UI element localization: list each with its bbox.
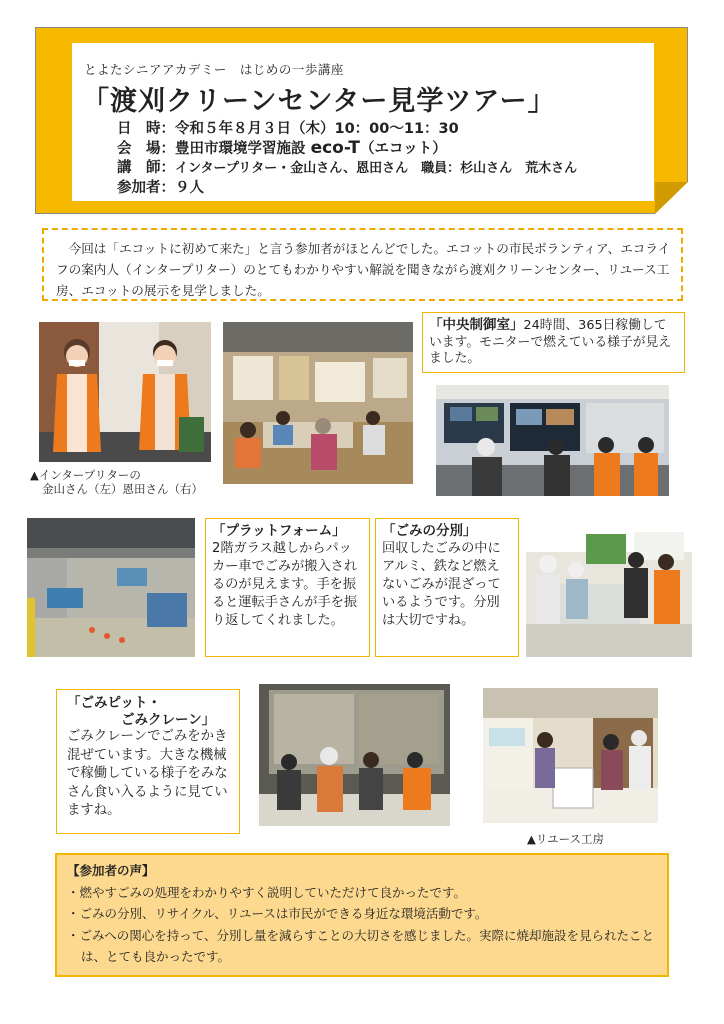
photo-interpreters — [39, 322, 211, 462]
callout-pit — [56, 689, 240, 834]
callout-control-room — [422, 312, 685, 373]
intro-text: 今回は「エコットに初めて来た」と言う参加者がほとんどでした。エコットの市民ボランティア、エコライフの案内人（インタープリター）のとてもわかりやすい解説を聞きながら渡刈クリーンセンター、リユース工房、エコットの展示を見学しました。 — [42, 228, 683, 301]
voices-title: 【参加者の声】 — [67, 863, 155, 878]
control-room-text: 24時間、365日稼働しています。モニターで燃えている様子が見えました。 — [429, 318, 672, 366]
platform-heading: 「プラットフォーム」 — [212, 523, 346, 539]
callout-platform — [205, 518, 370, 657]
caption-interpreters — [30, 468, 203, 496]
page-curl — [655, 182, 688, 214]
voice-item: ・ごみへの関心を持って、分別し量を減らすことの大切さを感じました。実際に焼却施設を見られたことは、とても良かったです。 — [67, 927, 655, 964]
meta-lecturer-label: 講 師： — [117, 160, 175, 176]
meta-count-value: ９人 — [175, 180, 204, 196]
meta-venue-reading: （エコット） — [360, 141, 447, 157]
photo-exhibit-hall — [223, 322, 413, 484]
control-room-heading: 「中央制御室」 — [429, 317, 524, 333]
meta-date — [117, 117, 459, 138]
academy-name: とよたシニアアカデミー はじめの一歩講座 — [84, 62, 344, 77]
photo-platform — [27, 518, 195, 657]
meta-lecturer-value: インタープリター・金山さん、恩田さん 職員：杉山さん 荒木さん — [175, 161, 578, 176]
pit-text: ごみクレーンでごみをかき混ぜています。大きな機械で稼働している様子をみなさん食い入るように見ていますね。 — [67, 729, 228, 818]
meta-venue-value: 豊田市環境学習施設 — [175, 141, 306, 157]
photo-pit — [259, 684, 450, 826]
meta-venue — [117, 137, 447, 158]
callout-sorting — [375, 518, 519, 657]
meta-date-value: 令和５年８月３日（木）10：00～11：30 — [175, 121, 459, 137]
caption-reuse: ▲リユース工房 — [527, 832, 605, 846]
voice-item: ・燃やすごみの処理をわかりやすく説明していただけて良かったです。 — [67, 884, 467, 900]
pit-heading-line2: ごみクレーン」 — [121, 711, 216, 728]
platform-text: 2階ガラス越しからパッカー車でごみが搬入されるのが見えます。手を振ると運転手さんが手を振り返してくれました。 — [212, 540, 358, 628]
meta-lecturer — [117, 156, 577, 177]
meta-venue-name: eco-T — [310, 138, 361, 158]
pit-heading-line1: 「ごみピット・ — [67, 695, 161, 711]
photo-sorting — [526, 524, 692, 657]
caption-interpreters-line2: 金山さん（左）恩田さん（右） — [42, 482, 203, 496]
meta-venue-label: 会 場： — [117, 141, 175, 157]
meta-count-label: 参加者： — [117, 180, 175, 196]
voice-item: ・ごみの分別、リサイクル、リユースは市民ができる身近な環境活動です。 — [67, 906, 488, 921]
photo-reuse — [483, 688, 658, 823]
caption-interpreters-line1: ▲インタープリターの — [30, 468, 141, 482]
participant-voices — [55, 853, 669, 977]
meta-count — [117, 176, 204, 197]
page-title: 「渡刈クリーンセンター見学ツアー」 — [82, 86, 556, 117]
sorting-text: 回収したごみの中にアルミ、鉄など燃えないごみが混ざっているようです。分別は大切ですね。 — [382, 540, 501, 628]
meta-date-label: 日 時： — [117, 121, 175, 137]
sorting-heading: 「ごみの分別」 — [382, 523, 477, 539]
photo-control-room — [436, 385, 669, 496]
